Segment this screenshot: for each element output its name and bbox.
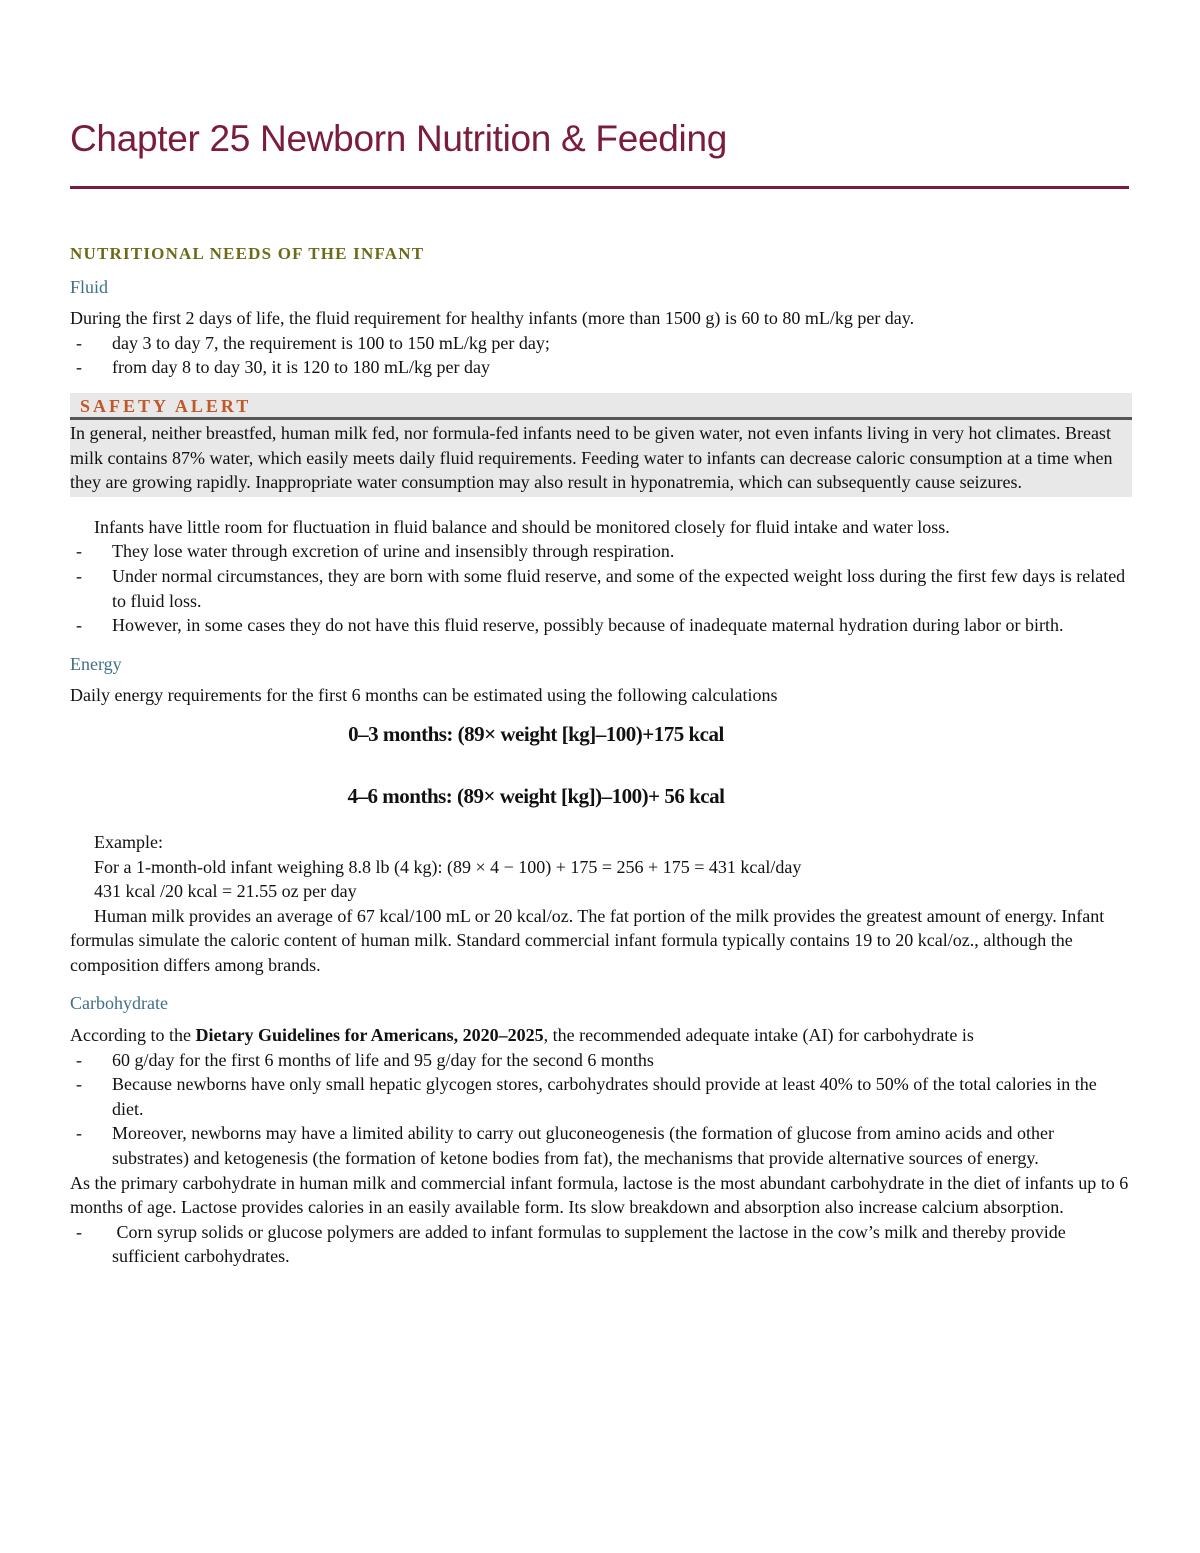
carbohydrate-final-list: [70, 1220, 1132, 1269]
intro-text: According to the: [70, 1025, 196, 1046]
example-label: Example:: [94, 831, 163, 852]
safety-alert-text: In general, neither breastfed, human milk fed, nor formula-fed infants need to be given water, not even infants living in very hot climates. Breast milk contains 87% water, which easily meets daily fluid requirements. Feeding water to infants can decrease caloric consumption at a time when they are growing rapidly. Inappropriate water consumption may also result in hyponatremia, which can subsequently cause seizures.: [70, 422, 1113, 493]
dietary-guidelines-title: Dietary Guidelines for Americans, 2020–2025: [195, 1025, 544, 1046]
carbohydrate-intro: [70, 1023, 1132, 1048]
energy-example: [70, 830, 1132, 904]
energy-formulas: [70, 714, 1132, 816]
list-item: - Corn syrup solids or glucose polymers are added to infant formulas to supplement the lactose in the cow’s milk and thereby provide sufficient carbohydrates.: [70, 1220, 1132, 1269]
safety-alert-heading: SAFETY ALERT: [70, 393, 1132, 420]
list-item: - day 3 to day 7, the requirement is 100 to 150 mL/kg per day;: [70, 331, 1132, 356]
fluid-list: [70, 331, 1132, 380]
list-item: - Moreover, newborns may have a limited ability to carry out gluconeogenesis (the formation of glucose from amino acids and other substrates) and ketogenesis (the formation of ketone bodies from fat), the mechanisms that provide alternative sources of energy.: [70, 1121, 1132, 1170]
carbohydrate-heading: Carbohydrate: [70, 993, 168, 1014]
list-item: - from day 8 to day 30, it is 120 to 180 mL/kg per day: [70, 355, 1132, 380]
fluid-intro: During the first 2 days of life, the fluid requirement for healthy infants (more than 1500 g) is 60 to 80 mL/kg per day.: [70, 308, 915, 329]
formula-0-3-months: 0–3 months: (89× weight [kg]–100)+175 kcal: [348, 721, 724, 746]
carbohydrate-list: [70, 1048, 1132, 1171]
energy-paragraph: Human milk provides an average of 67 kcal/100 mL or 20 kcal/oz. The fat portion of the milk provides the greatest amount of energy. Infant formulas simulate the caloric content of human milk. Standard commercial infant formula typically contains 19 to 20 kcal/oz., although the composition differs among brands.: [70, 905, 1105, 975]
list-item: - They lose water through excretion of urine and insensibly through respiration.: [70, 539, 1132, 564]
safety-alert-box: [70, 393, 1132, 497]
carbohydrate-paragraph: As the primary carbohydrate in human milk and commercial infant formula, lactose is the most abundant carbohydrate in the diet of infants up to 6 months of age. Lactose provides calories in an easily available form. Its slow breakdown and absorption also increase calcium absorption.: [70, 1172, 1129, 1218]
title-rule: [70, 186, 1129, 189]
formula-4-6-months: 4–6 months: (89× weight [kg])–100)+ 56 kcal: [347, 783, 725, 808]
fluid-heading: Fluid: [70, 276, 109, 297]
fluid-balance-intro: Infants have little room for fluctuation in fluid balance and should be monitored closely for fluid intake and water loss.: [94, 516, 950, 537]
section-title: NUTRITIONAL NEEDS OF THE INFANT: [70, 244, 425, 263]
intro-text: , the recommended adequate intake (AI) for carbohydrate is: [543, 1025, 974, 1046]
fluid-balance-list: [70, 539, 1132, 637]
list-item: - Under normal circumstances, they are born with some fluid reserve, and some of the expected weight loss during the first few days is related to fluid loss.: [70, 564, 1132, 613]
list-item: - Because newborns have only small hepatic glycogen stores, carbohydrates should provide at least 40% to 50% of the total calories in the diet.: [70, 1072, 1132, 1121]
page-title: Chapter 25 Newborn Nutrition & Feeding: [70, 118, 728, 159]
document-body: [70, 242, 1132, 1269]
energy-heading: Energy: [70, 653, 122, 674]
list-item: - However, in some cases they do not have this fluid reserve, possibly because of inadequate maternal hydration during labor or birth.: [70, 613, 1132, 638]
energy-intro: Daily energy requirements for the first 6 months can be estimated using the following calculations: [70, 685, 778, 706]
example-line: 431 kcal /20 kcal = 21.55 oz per day: [94, 881, 357, 902]
list-item: - 60 g/day for the first 6 months of life and 95 g/day for the second 6 months: [70, 1048, 1132, 1073]
example-line: For a 1-month-old infant weighing 8.8 lb (4 kg): (89 × 4 − 100) + 175 = 256 + 175 = 431 kcal/day: [94, 856, 802, 877]
